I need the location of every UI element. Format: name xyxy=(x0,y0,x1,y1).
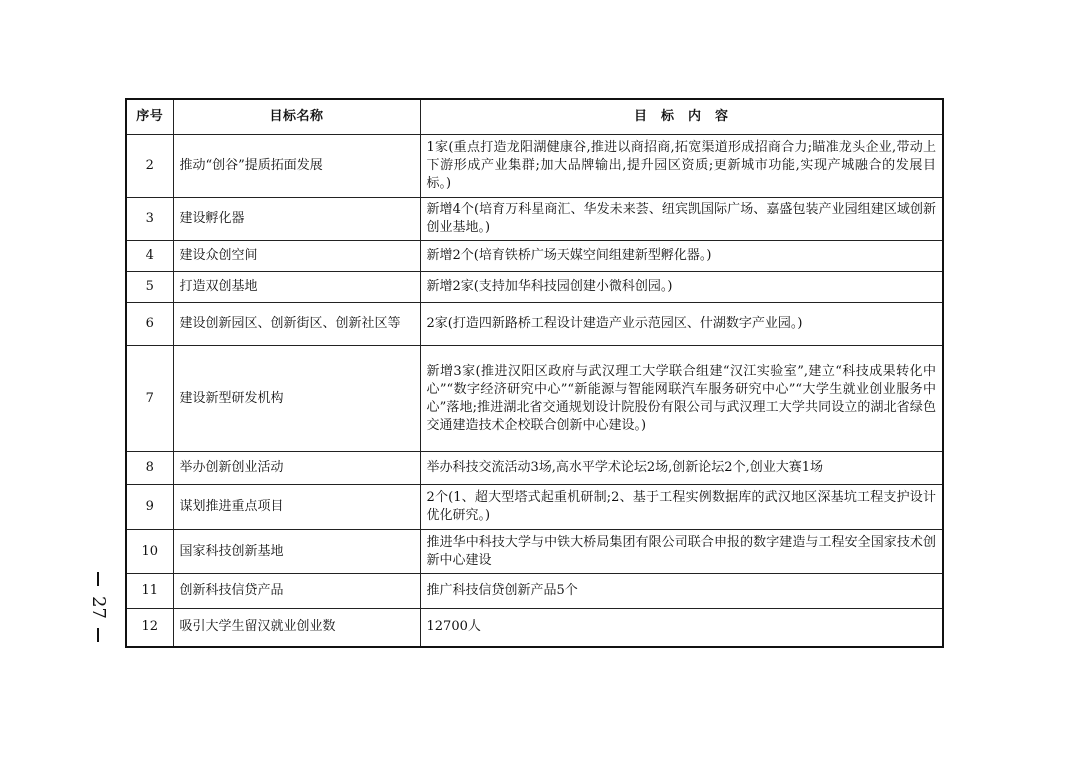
table-row xyxy=(126,241,943,272)
row-number: 9 xyxy=(126,485,173,530)
row-number: 6 xyxy=(126,303,173,346)
row-number: 12 xyxy=(126,609,173,647)
table-row xyxy=(126,485,943,530)
row-goal-content: 推进华中科技大学与中铁大桥局集团有限公司联合申报的数字建造与工程安全国家技术创新中心建设 xyxy=(420,530,943,574)
row-goal-name: 吸引大学生留汉就业创业数 xyxy=(173,609,420,647)
row-goal-name: 举办创新创业活动 xyxy=(173,452,420,485)
table-row xyxy=(126,303,943,346)
table-row xyxy=(126,574,943,609)
table-row xyxy=(126,198,943,241)
row-goal-name: 建设创新园区、创新街区、创新社区等 xyxy=(173,303,420,346)
table-row xyxy=(126,272,943,303)
row-goal-name: 谋划推进重点项目 xyxy=(173,485,420,530)
table-header-row xyxy=(126,99,943,135)
row-goal-content: 新增2家(支持加华科技园创建小微科创园。) xyxy=(420,272,943,303)
table-row xyxy=(126,609,943,647)
row-number: 4 xyxy=(126,241,173,272)
page-number-text: 27 xyxy=(87,595,109,619)
page-number-dash-bottom xyxy=(97,628,99,642)
row-goal-content: 新增4个(培育万科星商汇、华发未来荟、纽宾凯国际广场、嘉盛包装产业园组建区域创新创业基地。) xyxy=(420,198,943,241)
row-goal-name: 建设新型研发机构 xyxy=(173,346,420,452)
row-goal-content: 2家(打造四新路桥工程设计建造产业示范园区、什湖数字产业园。) xyxy=(420,303,943,346)
row-goal-name: 创新科技信贷产品 xyxy=(173,574,420,609)
table-row xyxy=(126,346,943,452)
header-content: 目 标 内 容 xyxy=(420,99,943,135)
row-goal-content: 新增2个(培育铁桥广场天媒空间组建新型孵化器。) xyxy=(420,241,943,272)
row-number: 10 xyxy=(126,530,173,574)
row-goal-content: 新增3家(推进汉阳区政府与武汉理工大学联合组建“汉江实验室”,建立“科技成果转化中心”“数字经济研究中心”“新能源与智能网联汽车服务研究中心”“大学生就业创业服务中心”落地;推进湖北省交通规划设计院股份有限公司与武汉理工大学共同设立的湖北省绿色交通建造技术企校联合创新中心建设。) xyxy=(420,346,943,452)
page-number xyxy=(86,572,110,642)
header-name: 目标名称 xyxy=(173,99,420,135)
row-goal-name: 建设众创空间 xyxy=(173,241,420,272)
row-goal-content: 1家(重点打造龙阳湖健康谷,推进以商招商,拓宽渠道形成招商合力;瞄准龙头企业,带动上下游形成产业集群;加大品牌输出,提升园区资质;更新城市功能,实现产城融合的发展目标。) xyxy=(420,135,943,198)
table-row xyxy=(126,135,943,198)
row-number: 3 xyxy=(126,198,173,241)
row-number: 5 xyxy=(126,272,173,303)
row-goal-content: 举办科技交流活动3场,高水平学术论坛2场,创新论坛2个,创业大赛1场 xyxy=(420,452,943,485)
row-goal-name: 国家科技创新基地 xyxy=(173,530,420,574)
row-number: 7 xyxy=(126,346,173,452)
row-goal-content: 推广科技信贷创新产品5个 xyxy=(420,574,943,609)
row-number: 2 xyxy=(126,135,173,198)
table-row xyxy=(126,530,943,574)
row-goal-content: 12700人 xyxy=(420,609,943,647)
row-number: 11 xyxy=(126,574,173,609)
row-goal-name: 推动“创谷”提质拓面发展 xyxy=(173,135,420,198)
table-row xyxy=(126,452,943,485)
header-no: 序号 xyxy=(126,99,173,135)
row-goal-content: 2个(1、超大型塔式起重机研制;2、基于工程实例数据库的武汉地区深基坑工程支护设计优化研究。) xyxy=(420,485,943,530)
goals-table xyxy=(125,98,944,648)
row-goal-name: 打造双创基地 xyxy=(173,272,420,303)
row-goal-name: 建设孵化器 xyxy=(173,198,420,241)
row-number: 8 xyxy=(126,452,173,485)
page-number-dash-top xyxy=(97,572,99,586)
